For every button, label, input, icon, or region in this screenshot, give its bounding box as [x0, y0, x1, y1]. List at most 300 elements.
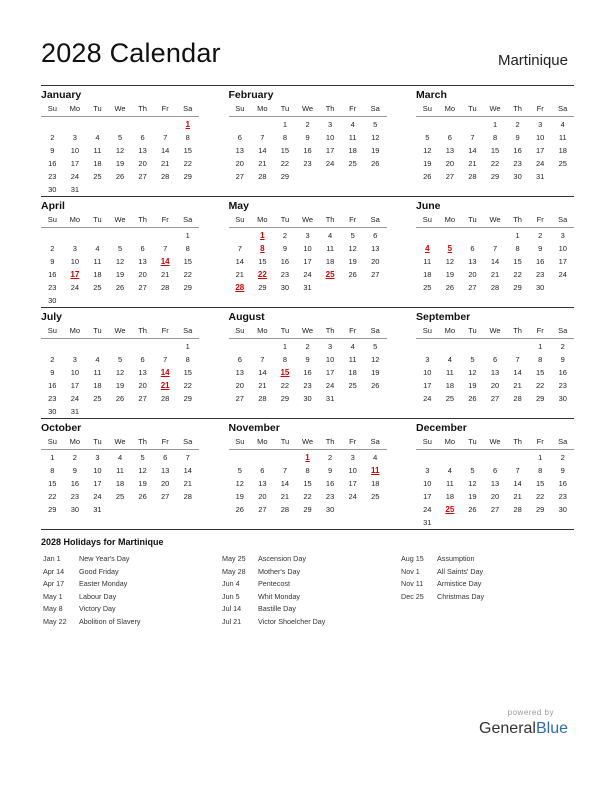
holiday-name: Ascension Day	[258, 554, 306, 563]
weekday-label: We	[114, 215, 126, 224]
weekday-label: Th	[513, 437, 522, 446]
day-cell	[341, 503, 364, 516]
month-block	[41, 88, 199, 196]
day-cell: 7	[163, 133, 168, 142]
day-cell: 20	[371, 257, 380, 266]
day-cell: 27	[235, 172, 244, 181]
day-cell: 10	[70, 146, 80, 155]
day-cell: 2	[328, 453, 333, 462]
day-cell: 15	[183, 257, 192, 266]
holiday-row	[43, 566, 223, 579]
month-block	[41, 421, 199, 529]
day-cell: 7	[185, 453, 190, 462]
weekday-label: Su	[235, 104, 245, 113]
month-name: June	[416, 200, 441, 212]
weekday-label: Sa	[558, 326, 568, 335]
day-cell: 5	[117, 355, 123, 364]
day-cell	[506, 451, 529, 464]
day-cell: 28	[258, 172, 267, 181]
weekday-header	[229, 435, 387, 450]
weekday-label: Fr	[161, 215, 169, 224]
day-cell: 5	[373, 120, 378, 129]
day-cell: 18	[348, 146, 357, 155]
month-name: January	[41, 89, 82, 101]
holiday-date: May 1	[43, 591, 63, 601]
day-cell: 6	[163, 453, 168, 462]
day-cell: 29	[183, 283, 192, 292]
day-cell: 20	[468, 270, 477, 279]
day-cell: 22	[48, 492, 57, 501]
day-cell: 24	[325, 381, 335, 390]
day-cell: 3	[328, 120, 333, 129]
month-block	[229, 199, 387, 307]
day-cell: 9	[72, 466, 77, 475]
day-cell	[86, 340, 109, 353]
holiday-day-cell: 17	[70, 270, 80, 279]
week-row	[41, 490, 199, 503]
day-cell: 22	[303, 492, 312, 501]
weekday-label: Fr	[349, 104, 357, 113]
week-row	[41, 255, 199, 268]
weekday-header	[41, 102, 199, 117]
day-cell: 25	[423, 283, 432, 292]
day-cell	[86, 405, 109, 418]
day-cell: 18	[93, 381, 102, 390]
holiday-day-cell: 11	[371, 466, 380, 475]
day-cell: 9	[282, 244, 288, 253]
day-cell	[109, 340, 132, 353]
day-cell: 25	[445, 394, 455, 403]
day-cell: 28	[161, 172, 170, 181]
day-cell	[364, 503, 387, 516]
day-cell: 23	[558, 492, 567, 501]
weekday-header	[416, 102, 574, 117]
day-cell: 1	[515, 231, 520, 240]
holiday-day-cell: 25	[445, 505, 455, 514]
day-cell: 22	[183, 270, 192, 279]
day-cell: 8	[538, 466, 543, 475]
holiday-row	[222, 553, 402, 566]
holiday-name: Armistice Day	[437, 579, 482, 589]
day-cell: 1	[185, 342, 190, 351]
holiday-day-cell: 1	[305, 453, 310, 462]
weekday-label: Fr	[161, 104, 169, 113]
day-cell	[439, 229, 462, 242]
weekday-label: Sa	[558, 104, 568, 113]
day-cell	[229, 118, 252, 131]
day-cell: 5	[470, 466, 475, 475]
weekday-label: Mo	[69, 326, 81, 335]
day-cell: 19	[115, 270, 125, 279]
holiday-name: Bastille Day	[258, 604, 296, 614]
weekday-header	[416, 324, 574, 339]
day-cell: 28	[513, 394, 522, 403]
day-cell: 19	[371, 146, 380, 155]
holiday-date: May 25	[222, 554, 246, 563]
month-block	[41, 199, 199, 307]
day-cell: 26	[115, 283, 125, 292]
holiday-date: Nov 1	[401, 566, 420, 576]
week-row	[416, 379, 574, 392]
weekday-label: Su	[235, 215, 245, 224]
day-cell: 10	[423, 479, 432, 488]
day-cell	[251, 340, 274, 353]
weekday-label: Mo	[257, 326, 268, 335]
weekday-label: Tu	[280, 215, 290, 224]
day-cell: 23	[70, 492, 80, 501]
day-cell	[109, 503, 132, 516]
holiday-day-cell: 14	[160, 257, 170, 266]
weekday-header	[229, 213, 387, 228]
holiday-name: Christmas Day	[437, 591, 485, 601]
month-name: November	[228, 422, 280, 434]
weekday-label: Tu	[468, 437, 477, 446]
day-cell: 6	[447, 133, 452, 142]
holiday-row	[43, 553, 223, 566]
week-row	[41, 281, 199, 294]
day-cell: 16	[48, 270, 57, 279]
month-name: December	[416, 422, 467, 434]
day-cell: 3	[305, 231, 310, 240]
week-row	[41, 503, 199, 516]
day-cell: 17	[558, 257, 567, 266]
day-cell: 30	[513, 172, 522, 181]
month-block	[229, 88, 387, 196]
day-cell	[229, 451, 252, 464]
day-cell: 7	[163, 244, 168, 253]
day-cell	[41, 229, 64, 242]
day-cell: 24	[558, 270, 567, 279]
holiday-row	[43, 616, 223, 629]
weekday-label: Tu	[280, 326, 290, 335]
weekday-label: Su	[422, 437, 432, 446]
day-cell	[416, 451, 439, 464]
day-cell: 18	[93, 270, 102, 279]
day-cell	[439, 340, 462, 353]
day-cell: 1	[538, 342, 543, 351]
day-cell: 29	[513, 283, 522, 292]
weekday-header	[229, 324, 387, 339]
day-cell	[154, 118, 177, 131]
weekday-label: We	[114, 437, 126, 446]
day-cell: 9	[50, 257, 55, 266]
day-cell: 12	[445, 257, 455, 266]
day-cell	[461, 340, 484, 353]
day-cell: 31	[70, 407, 80, 416]
day-cell: 30	[558, 394, 567, 403]
day-cell: 13	[138, 146, 147, 155]
day-cell: 9	[50, 146, 55, 155]
day-cell: 20	[138, 159, 147, 168]
day-cell: 24	[70, 394, 80, 403]
weekday-label: Mo	[257, 215, 268, 224]
day-cell: 13	[235, 368, 244, 377]
week-row	[416, 451, 574, 464]
page-title: 2028 Calendar	[41, 38, 221, 68]
day-cell: 29	[48, 505, 57, 514]
day-cell	[251, 118, 274, 131]
weekday-label: Sa	[183, 215, 193, 224]
week-row	[416, 516, 574, 529]
day-cell	[439, 451, 462, 464]
day-cell: 28	[468, 172, 477, 181]
weekday-label: Fr	[349, 437, 357, 446]
day-cell	[109, 229, 132, 242]
day-cell: 12	[371, 133, 380, 142]
day-cell: 22	[536, 492, 545, 501]
holiday-name: Assumption	[437, 554, 475, 563]
day-cell: 10	[325, 133, 335, 142]
day-cell: 23	[536, 270, 545, 279]
day-cell: 8	[282, 355, 288, 364]
brand-logo	[479, 720, 568, 738]
day-cell: 10	[325, 355, 335, 364]
day-cell	[109, 405, 132, 418]
day-cell	[229, 229, 252, 242]
day-cell: 9	[50, 368, 55, 377]
day-cell: 15	[536, 368, 545, 377]
day-cell: 22	[536, 381, 545, 390]
week-row	[41, 144, 199, 157]
day-cell	[86, 118, 109, 131]
day-cell: 18	[115, 479, 125, 488]
holiday-row	[43, 603, 223, 616]
day-cell: 14	[161, 146, 170, 155]
day-cell: 3	[425, 466, 430, 475]
weekday-label: We	[301, 215, 314, 224]
weekday-label: Tu	[93, 326, 102, 335]
weekday-label: Tu	[280, 104, 290, 113]
day-cell: 29	[280, 172, 290, 181]
day-cell: 31	[70, 185, 80, 194]
holiday-day-cell: 8	[260, 244, 265, 253]
day-cell: 28	[490, 283, 500, 292]
week-row	[41, 392, 199, 405]
weekday-label: Su	[422, 104, 432, 113]
day-cell	[551, 516, 574, 529]
weekday-label: We	[301, 437, 314, 446]
brand-general: General	[479, 720, 536, 737]
day-cell: 16	[303, 146, 312, 155]
day-cell: 5	[470, 355, 475, 364]
day-cell: 28	[513, 505, 522, 514]
weekday-label: Tu	[468, 215, 477, 224]
holiday-row	[401, 553, 581, 566]
day-cell: 5	[117, 133, 123, 142]
day-cell: 6	[237, 133, 242, 142]
month-name: May	[228, 200, 249, 212]
day-cell: 25	[558, 159, 567, 168]
weekday-label: Sa	[558, 437, 568, 446]
day-cell: 20	[161, 479, 170, 488]
weekday-label: Tu	[468, 326, 477, 335]
day-cell: 17	[423, 381, 432, 390]
day-cell: 8	[50, 466, 55, 475]
day-cell: 11	[93, 257, 102, 266]
day-cell: 19	[468, 492, 477, 501]
day-cell: 17	[303, 257, 312, 266]
week-row	[416, 366, 574, 379]
day-cell	[41, 118, 64, 131]
day-cell: 27	[138, 172, 147, 181]
weekday-label: Fr	[349, 326, 357, 335]
day-cell	[461, 451, 484, 464]
day-cell: 14	[490, 257, 500, 266]
holiday-day-cell: 21	[160, 381, 170, 390]
day-cell: 2	[538, 231, 543, 240]
day-cell: 14	[280, 479, 290, 488]
day-cell: 12	[371, 355, 380, 364]
holiday-date: Jul 14	[222, 604, 242, 614]
holiday-day-cell: 1	[185, 120, 190, 129]
day-cell: 9	[305, 133, 310, 142]
day-cell: 27	[138, 394, 147, 403]
holiday-date: May 28	[222, 566, 246, 576]
day-cell: 26	[371, 381, 380, 390]
day-cell: 3	[95, 453, 100, 462]
day-cell: 19	[423, 159, 432, 168]
day-cell: 24	[423, 394, 432, 403]
weekday-label: We	[489, 437, 501, 446]
holiday-name: Pentecost	[258, 579, 290, 589]
week-row	[229, 490, 387, 503]
weekday-label: We	[301, 104, 314, 113]
day-cell	[229, 340, 252, 353]
day-cell: 1	[50, 453, 55, 462]
weekday-label: Th	[138, 437, 147, 446]
day-cell: 13	[235, 146, 244, 155]
day-cell: 13	[371, 244, 380, 253]
day-cell: 10	[423, 368, 432, 377]
day-cell	[341, 170, 364, 183]
quarter-row	[41, 418, 574, 530]
day-cell: 23	[48, 394, 57, 403]
week-row	[416, 131, 574, 144]
day-cell: 2	[72, 453, 77, 462]
holiday-day-cell: 28	[235, 283, 245, 292]
day-cell: 24	[423, 505, 432, 514]
day-cell: 4	[117, 453, 123, 462]
weekday-header	[416, 213, 574, 228]
holiday-date: Nov 11	[401, 579, 424, 589]
day-cell: 28	[183, 492, 192, 501]
quarter-row	[41, 307, 574, 418]
day-cell	[154, 503, 177, 516]
day-cell: 11	[93, 146, 102, 155]
day-cell: 5	[117, 244, 123, 253]
day-cell: 31	[536, 172, 545, 181]
weekday-label: Th	[138, 104, 147, 113]
day-cell: 30	[280, 283, 290, 292]
day-cell: 5	[373, 342, 378, 351]
day-cell: 3	[350, 453, 355, 462]
holiday-day-cell: 15	[280, 368, 290, 377]
weekday-label: We	[489, 104, 501, 113]
day-cell	[86, 294, 109, 307]
day-cell: 10	[348, 466, 357, 475]
day-cell: 15	[513, 257, 522, 266]
day-cell: 6	[237, 355, 242, 364]
day-cell: 23	[48, 283, 57, 292]
day-cell: 1	[282, 342, 288, 351]
day-cell: 28	[161, 283, 170, 292]
day-cell: 3	[328, 342, 333, 351]
day-cell: 19	[115, 381, 125, 390]
holiday-day-cell: 25	[325, 270, 335, 279]
country-name: Martinique	[497, 52, 568, 69]
week-row	[41, 118, 199, 131]
day-cell: 23	[303, 159, 312, 168]
holiday-column-1	[43, 553, 223, 629]
week-row	[41, 451, 199, 464]
day-cell: 4	[350, 342, 355, 351]
day-cell: 24	[348, 492, 357, 501]
day-cell: 26	[235, 505, 244, 514]
weekday-label: Mo	[257, 104, 268, 113]
day-cell: 17	[70, 159, 80, 168]
day-cell: 21	[468, 159, 477, 168]
day-cell: 17	[93, 479, 102, 488]
day-cell: 26	[115, 394, 125, 403]
day-cell: 13	[490, 368, 500, 377]
day-cell	[176, 503, 199, 516]
day-cell	[484, 340, 507, 353]
weekday-label: Sa	[370, 104, 380, 113]
day-cell: 27	[235, 394, 244, 403]
weekday-label: Sa	[370, 215, 380, 224]
day-cell: 16	[48, 381, 57, 390]
holiday-date: May 8	[43, 604, 63, 614]
week-row	[229, 340, 387, 353]
day-cell	[364, 392, 387, 405]
week-row	[416, 170, 574, 183]
day-cell	[131, 183, 154, 196]
weekday-label: Th	[138, 326, 147, 335]
holiday-row	[222, 616, 402, 629]
weekday-label: Fr	[161, 326, 169, 335]
week-row	[41, 294, 199, 307]
day-cell: 6	[140, 244, 145, 253]
day-cell: 20	[490, 492, 500, 501]
day-cell: 4	[95, 133, 100, 142]
weekday-label: Th	[513, 326, 522, 335]
day-cell: 2	[50, 244, 55, 253]
day-cell: 21	[490, 270, 500, 279]
calendar-grid	[41, 85, 574, 530]
day-cell: 4	[95, 355, 100, 364]
week-row	[229, 281, 387, 294]
day-cell: 24	[303, 270, 312, 279]
day-cell: 26	[468, 394, 477, 403]
week-row	[41, 157, 199, 170]
holiday-row	[222, 591, 402, 604]
day-cell: 13	[445, 146, 455, 155]
day-cell: 15	[48, 479, 57, 488]
day-cell: 27	[161, 492, 170, 501]
day-cell: 22	[183, 381, 192, 390]
day-cell	[154, 294, 177, 307]
day-cell	[109, 118, 132, 131]
day-cell: 15	[183, 368, 192, 377]
powered-by-text: powered by	[507, 708, 554, 717]
week-row	[41, 477, 199, 490]
week-row	[41, 464, 199, 477]
weekday-header	[416, 435, 574, 450]
day-cell	[506, 340, 529, 353]
weekday-label: Sa	[370, 326, 380, 335]
weekday-label: Fr	[349, 215, 357, 224]
day-cell: 5	[237, 466, 242, 475]
